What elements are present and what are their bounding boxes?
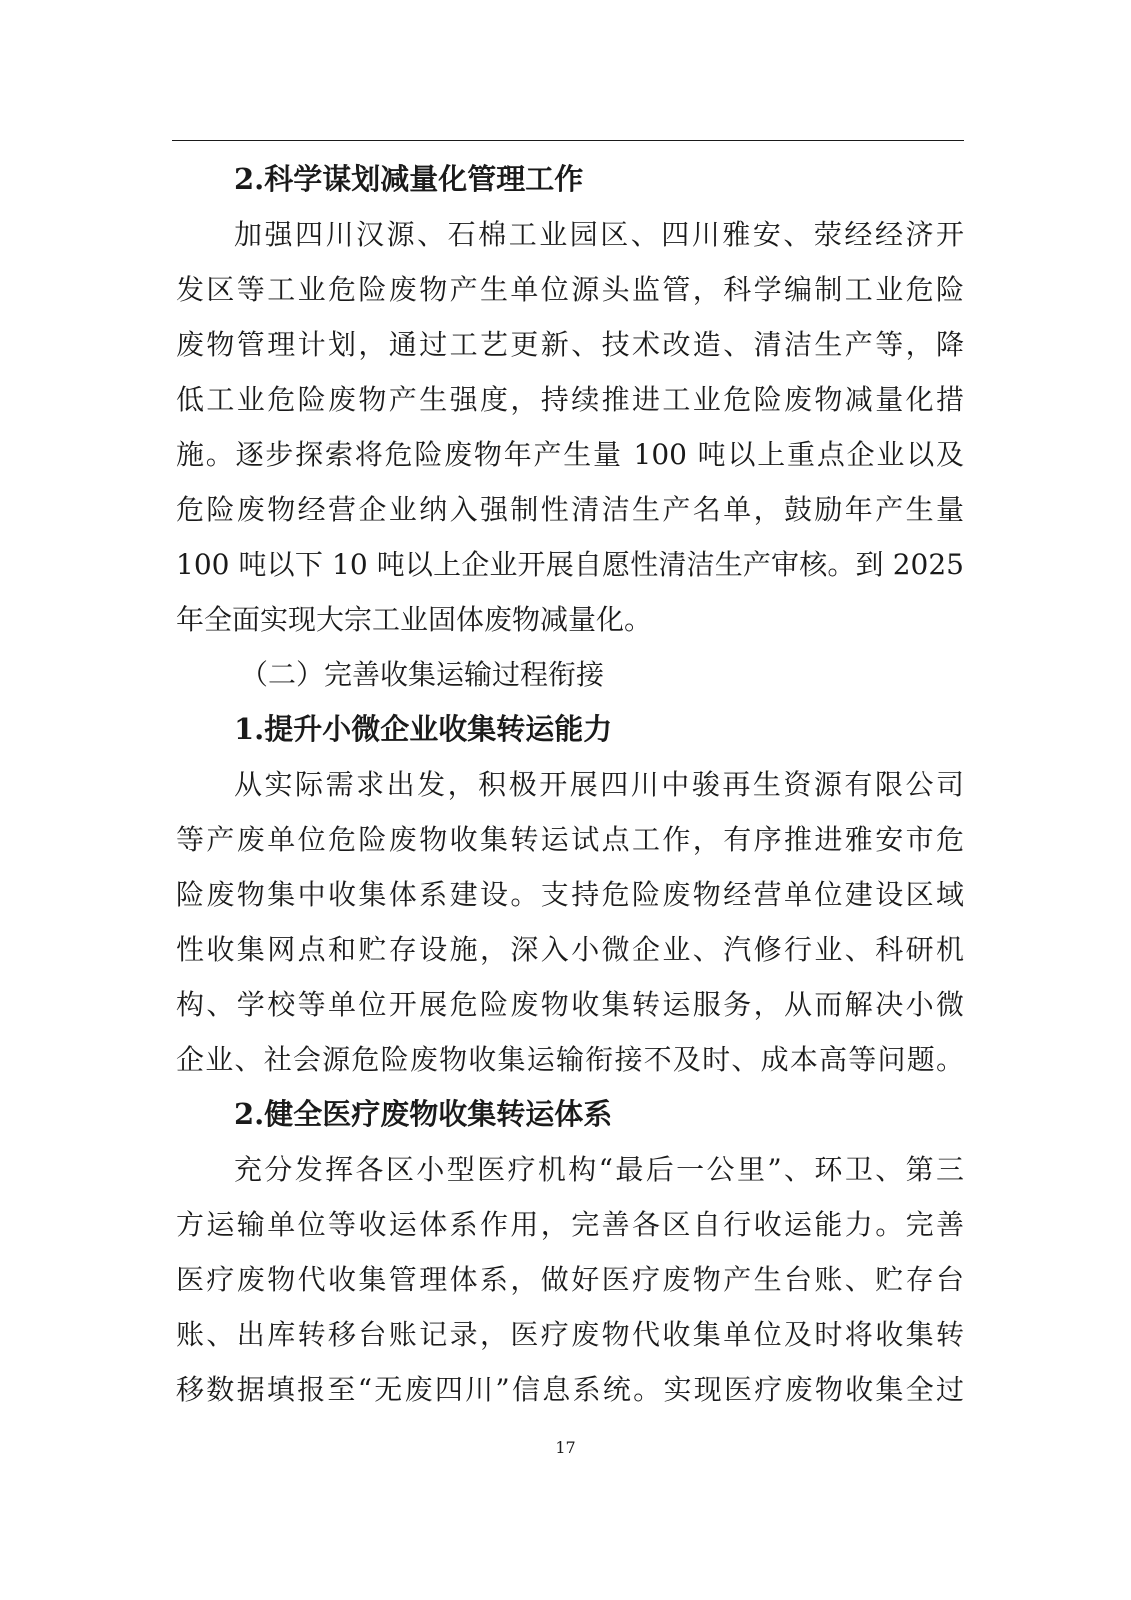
paragraph-line: 废物管理计划，通过工艺更新、技术改造、清洁生产等，降	[176, 328, 964, 361]
paragraph-line: 从实际需求出发，积极开展四川中骏再生资源有限公司	[234, 768, 964, 801]
paragraph-line: 性收集网点和贮存设施，深入小微企业、汽修行业、科研机	[176, 933, 964, 966]
paragraph-line-last: 年全面实现大宗工业固体废物减量化。	[176, 603, 653, 636]
heading-small-enterprise-collection: 1.提升小微企业收集转运能力	[234, 712, 613, 746]
header-rule	[172, 140, 964, 141]
paragraph-line: 充分发挥各区小型医疗机构“最后一公里”、环卫、第三	[234, 1153, 964, 1186]
paragraph-line: 施。逐步探索将危险废物年产生量 100 吨以上重点企业以及	[176, 438, 964, 471]
paragraph-line: 账、出库转移台账记录，医疗废物代收集单位及时将收集转	[176, 1318, 964, 1351]
page-number: 17	[555, 1438, 576, 1457]
paragraph-line: 发区等工业危险废物产生单位源头监管，科学编制工业危险	[176, 273, 964, 306]
paragraph-line: 方运输单位等收运体系作用，完善各区自行收运能力。完善	[176, 1208, 964, 1241]
paragraph-line: 100 吨以下 10 吨以上企业开展自愿性清洁生产审核。到 2025	[176, 548, 964, 581]
paragraph-reduction	[176, 207, 964, 647]
paragraph-line: 构、学校等单位开展危险废物收集转运服务，从而解决小微	[176, 988, 964, 1021]
paragraph-line: 医疗废物代收集管理体系，做好医疗废物产生台账、贮存台	[176, 1263, 964, 1296]
paragraph-line: 险废物集中收集体系建设。支持危险废物经营单位建设区域	[176, 878, 964, 911]
document-body	[176, 152, 964, 1417]
paragraph-small-enterprise	[176, 757, 964, 1087]
paragraph-line: 加强四川汉源、石棉工业园区、四川雅安、荥经经济开	[234, 218, 964, 251]
paragraph-medical-waste	[176, 1142, 964, 1417]
section-heading-collection: （二）完善收集运输过程衔接	[240, 658, 605, 691]
heading-reduction-management: 2.科学谋划减量化管理工作	[234, 162, 584, 196]
paragraph-line: 等产废单位危险废物收集转运试点工作，有序推进雅安市危	[176, 823, 964, 856]
paragraph-line: 移数据填报至“无废四川”信息系统。实现医疗废物收集全过	[176, 1373, 964, 1406]
paragraph-line: 危险废物经营企业纳入强制性清洁生产名单，鼓励年产生量	[176, 493, 964, 526]
heading-medical-waste: 2.健全医疗废物收集转运体系	[234, 1097, 613, 1131]
paragraph-line: 低工业危险废物产生强度，持续推进工业危险废物减量化措	[176, 383, 964, 416]
paragraph-line: 企业、社会源危险废物收集运输衔接不及时、成本高等问题。	[176, 1043, 964, 1076]
